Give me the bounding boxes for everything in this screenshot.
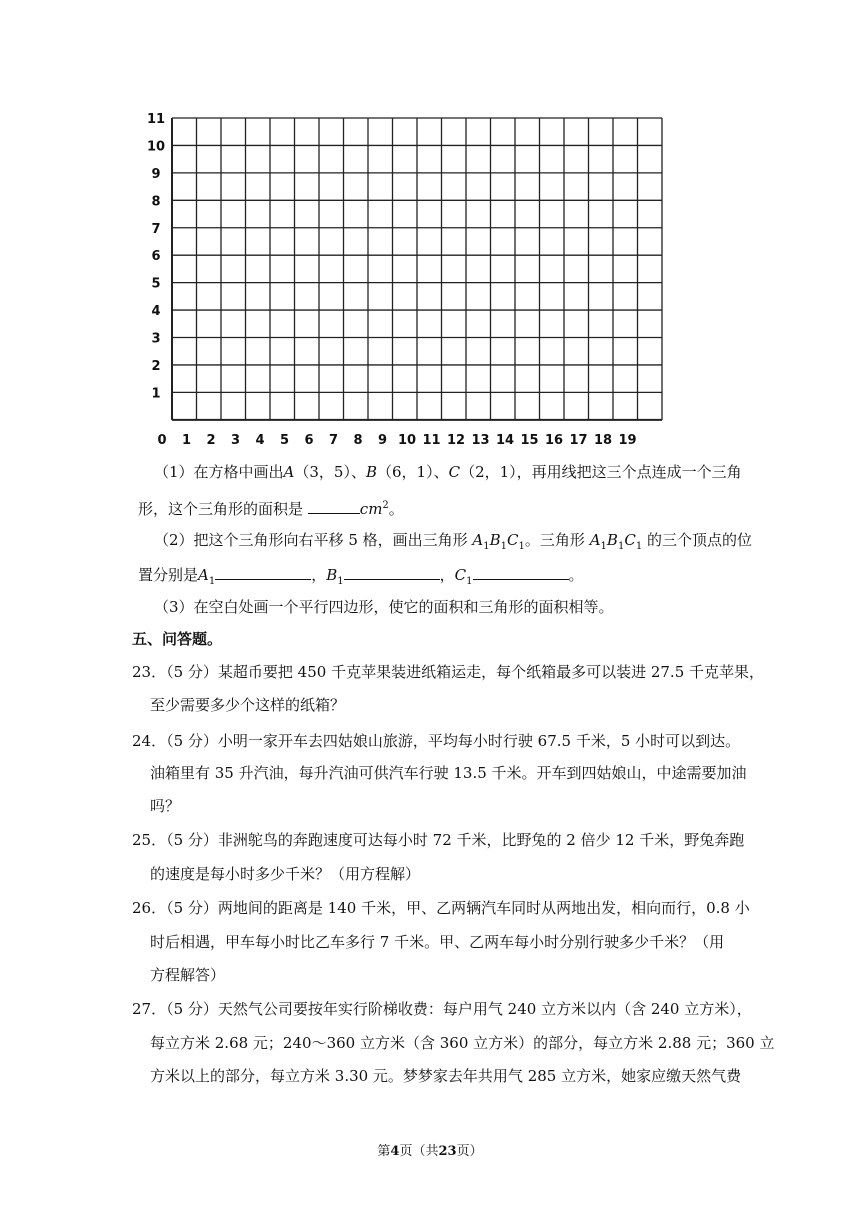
question-1-line-2: 形，这个三角形的面积是 $cm^2$。 (138, 500, 404, 518)
y-tick-label: 2 (151, 358, 161, 374)
question-3: （3）在空白处画一个平行四边形，使它的面积和三角形的面积相等。 (154, 598, 614, 616)
problem-23-line-1: 23．（5 分）某超币要把 450 千克苹果装进纸箱运走，每个纸箱最多可以装进 27.5 千克苹果， (132, 663, 765, 681)
x-tick-label: 4 (255, 432, 265, 448)
y-tick-label: 1 (151, 386, 161, 402)
x-tick-label: 15 (520, 432, 539, 448)
x-tick-label: 7 (328, 432, 339, 448)
y-tick-label: 9 (151, 166, 161, 182)
x-tick-label: 6 (304, 432, 314, 448)
problem-26-line-2: 时后相遇，甲车每小时比乙车多行 7 千米。甲、乙两车每小时分别行驶多少千米？（用 (150, 933, 725, 951)
y-tick-label: 6 (151, 249, 161, 265)
x-tick-label: 3 (230, 432, 241, 448)
problem-26-line-3: 方程解答） (150, 966, 226, 984)
a1-answer-blank[interactable] (215, 565, 311, 580)
x-tick-label: 8 (353, 432, 363, 448)
x-tick-label: 1 (181, 432, 192, 448)
x-tick-label: 12 (446, 432, 466, 448)
question-2-line-1: （2）把这个三角形向右平移 5 格，画出三角形 $A_1B_1C_1$。三角形 $A_1B_1C_1$ 的三个顶点的位 (154, 531, 752, 552)
problem-24-line-2: 油箱里有 35 升汽油，每升汽油可供汽车行驶 13.5 千米。开车到四姑娘山，中途需要加油 (150, 764, 747, 782)
problem-27-line-3: 方米以上的部分，每立方米 3.30 元。梦梦家去年共用气 285 立方米，她家应缴天然气费 (150, 1067, 742, 1085)
x-axis-labels (157, 433, 636, 448)
x-tick-label: 19 (618, 432, 637, 448)
y-tick-label: 8 (151, 194, 161, 210)
x-tick-label: 2 (206, 432, 216, 448)
grid-lines (172, 118, 662, 420)
x-tick-label: 18 (593, 432, 613, 448)
coordinate-grid (138, 112, 698, 450)
section-title: 五、问答题。 (132, 630, 223, 648)
x-tick-label: 14 (495, 432, 515, 448)
x-tick-label: 16 (544, 432, 564, 448)
problem-25-line-1: 25．（5 分）非洲鸵鸟的奔跑速度可达每小时 72 千米，比野兔的 2 倍少 12 千米，野兔奔跑 (132, 831, 745, 849)
x-tick-label: 17 (569, 432, 588, 448)
x-tick-label: 13 (471, 432, 490, 448)
page-footer: 第4页（共23页） (377, 1144, 483, 1159)
problem-24-line-3: 吗？ (150, 797, 181, 815)
c1-answer-blank[interactable] (473, 565, 569, 580)
y-tick-label: 7 (151, 221, 161, 237)
question-1-line-1: （1）在方格中画出A（3，5）、B（6，1）、C（2，1），再用线把这三个点连成一个三角 (154, 463, 742, 481)
problem-27-line-1: 27．（5 分）天然气公司要按年实行阶梯收费：每户用气 240 立方米以内（含 240 立方米）， (132, 1000, 752, 1018)
problem-23-line-2: 至少需要多少个这样的纸箱？ (150, 696, 346, 714)
y-tick-label: 5 (151, 276, 161, 292)
y-axis-labels (147, 112, 165, 401)
x-tick-label: 9 (377, 432, 388, 448)
x-tick-label: 5 (279, 432, 290, 448)
problem-24-line-1: 24．（5 分）小明一家开车去四姑娘山旅游，平均每小时行驶 67.5 千米，5 小时可以到达。 (132, 732, 741, 750)
x-tick-label: 11 (422, 432, 441, 448)
question-2-line-2: 置分别是$A_1$ ，$B_1$ ，$C_1$ 。 (138, 566, 584, 587)
problem-25-line-2: 的速度是每小时多少千米？（用方程解） (150, 865, 421, 883)
b1-answer-blank[interactable] (344, 565, 440, 580)
x-tick-label: 10 (397, 432, 417, 448)
y-tick-label: 10 (146, 139, 166, 155)
y-tick-label: 4 (151, 304, 161, 320)
problem-27-line-2: 每立方米 2.68 元；240～360 立方米（含 360 立方米）的部分，每立方米 2.88 元；360 立 (150, 1034, 775, 1052)
problem-26-line-1: 26．（5 分）两地间的距离是 140 千米，甲、乙两辆汽车同时从两地出发，相向而行，0.8 小 (132, 899, 750, 917)
x-tick-label: 0 (157, 432, 167, 448)
y-tick-label: 3 (151, 331, 161, 347)
y-tick-label: 11 (146, 112, 166, 127)
area-answer-blank[interactable] (308, 499, 360, 514)
